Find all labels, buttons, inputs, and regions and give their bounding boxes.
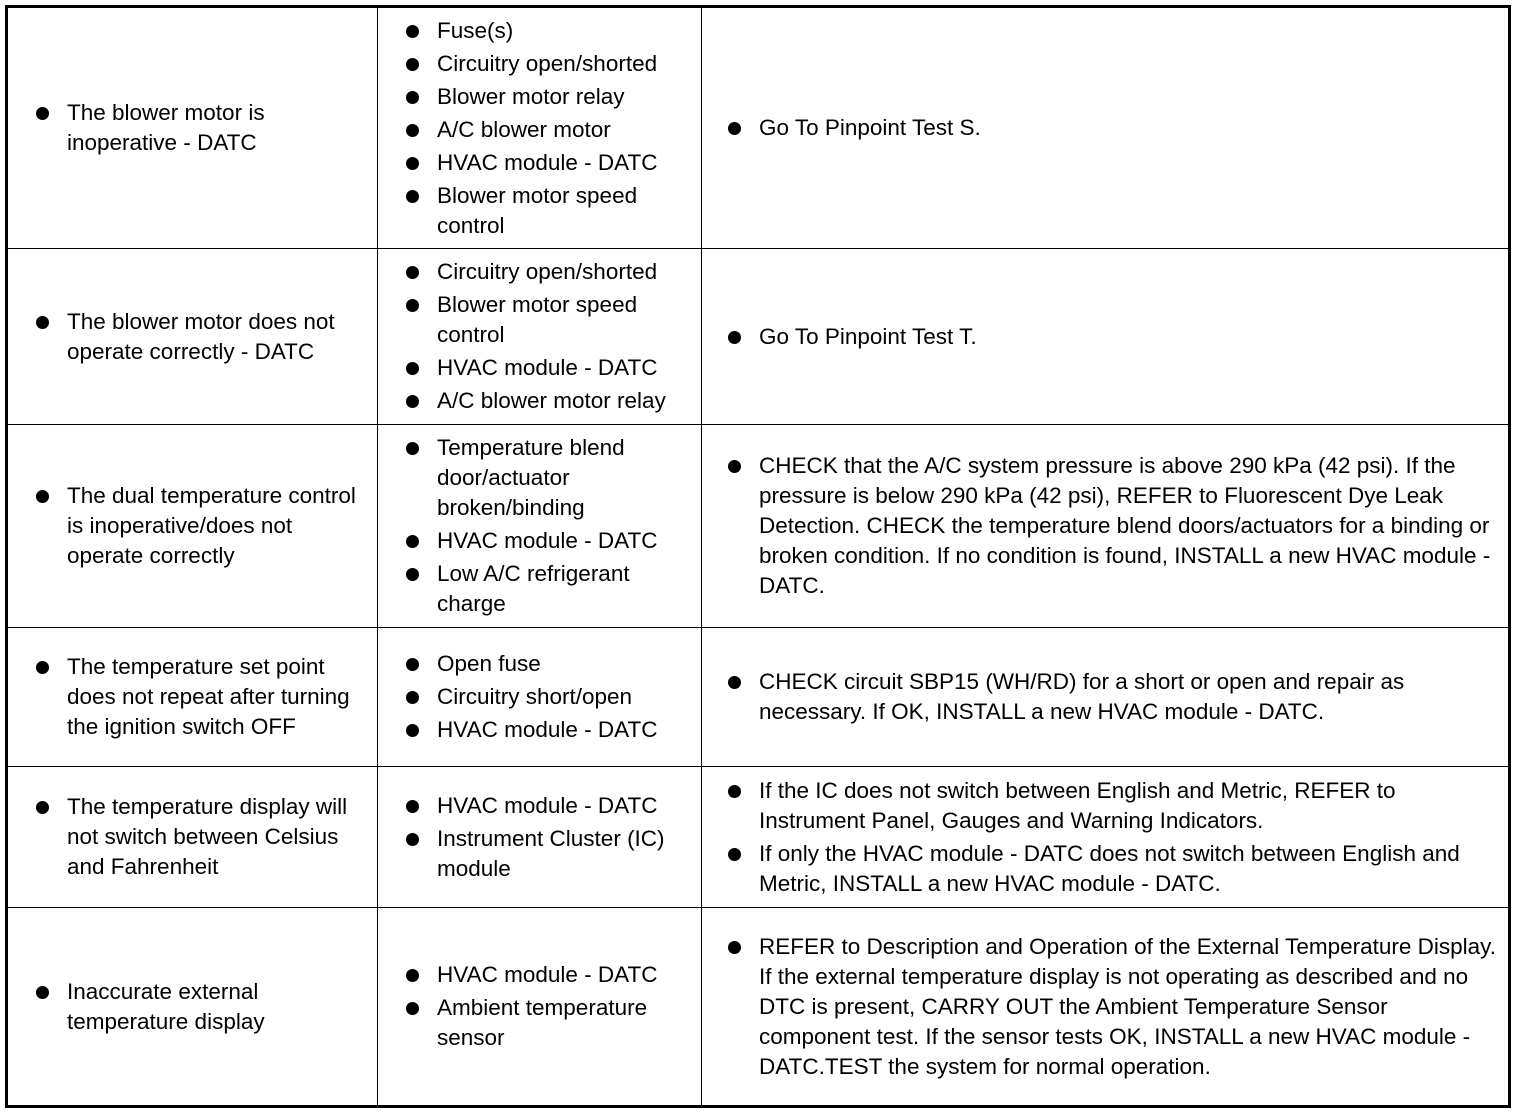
symptom-text: The dual temperature control is inoperative/does not operate correctly	[67, 483, 356, 568]
possible-source-text: HVAC module - DATC	[437, 355, 658, 380]
possible-source-text: Blower motor relay	[437, 83, 625, 109]
possible-source-item	[404, 148, 693, 178]
bullet-icon	[36, 316, 49, 329]
possible-source-text: HVAC module - DATC	[437, 149, 658, 175]
action-list	[702, 322, 1508, 352]
possible-source-item	[404, 386, 693, 416]
possible-source-text: HVAC module - DATC	[437, 962, 658, 987]
possible-source-cell	[378, 249, 702, 425]
possible-source-item	[404, 559, 693, 619]
action-cell	[702, 249, 1510, 425]
possible-source-list	[378, 16, 701, 241]
symptom-item	[34, 98, 367, 158]
action-item	[726, 667, 1498, 727]
possible-source-list	[378, 433, 701, 619]
possible-source-item	[404, 82, 693, 112]
possible-source-text: Circuitry open/shorted	[437, 50, 658, 76]
bullet-icon	[406, 58, 419, 71]
action-cell	[702, 767, 1510, 908]
possible-source-text: HVAC module - DATC	[437, 717, 658, 742]
possible-source-item	[404, 181, 693, 241]
possible-source-item	[404, 993, 693, 1053]
diagnosis-table	[5, 5, 1511, 1108]
symptom-text: The temperature display will not switch between Celsius and Fahrenheit	[67, 794, 348, 879]
table-row	[7, 628, 1510, 767]
bullet-icon	[406, 535, 419, 548]
action-cell	[702, 908, 1510, 1107]
bullet-icon	[406, 969, 419, 982]
action-text: Go To Pinpoint Test S.	[759, 115, 981, 140]
possible-source-cell	[378, 425, 702, 628]
possible-source-cell	[378, 7, 702, 249]
action-text: CHECK that the A/C system pressure is above 290 kPa (42 psi). If the pressure is below 290 kPa (42 psi), REFER to Fluorescent Dye Leak Detection. CHECK the temperature blend doors/actuators for a binding or broken condition. If no condition is found, INSTALL a new HVAC module - DATC.	[759, 453, 1491, 598]
bullet-icon	[406, 190, 419, 203]
bullet-icon	[406, 442, 419, 455]
bullet-icon	[36, 490, 49, 503]
possible-source-text: Circuitry short/open	[437, 684, 633, 709]
bullet-icon	[406, 25, 419, 38]
table-row	[7, 908, 1510, 1107]
symptom-cell	[7, 7, 378, 249]
table-row	[7, 7, 1510, 249]
bullet-icon	[406, 1002, 419, 1015]
symptom-text: The blower motor does not operate correctly - DATC	[67, 308, 335, 364]
bullet-icon	[728, 785, 741, 798]
symptom-text: The temperature set point does not repeat after turning the ignition switch OFF	[67, 654, 350, 739]
action-list	[702, 932, 1508, 1082]
bullet-icon	[406, 691, 419, 704]
possible-source-cell	[378, 767, 702, 908]
possible-source-text: Low A/C refrigerant charge	[437, 561, 630, 616]
possible-source-list	[378, 960, 701, 1053]
bullet-icon	[406, 124, 419, 137]
possible-source-item	[404, 257, 693, 287]
possible-source-item	[404, 16, 693, 46]
symptom-cell	[7, 425, 378, 628]
action-item	[726, 113, 1498, 143]
symptom-cell	[7, 628, 378, 767]
possible-source-text: A/C blower motor	[437, 116, 611, 142]
bullet-icon	[728, 331, 741, 344]
possible-source-item	[404, 115, 693, 145]
symptom-list	[8, 652, 377, 742]
possible-source-item	[404, 49, 693, 79]
symptom-item	[34, 652, 367, 742]
symptom-text: The blower motor is inoperative - DATC	[67, 100, 265, 155]
bullet-icon	[406, 362, 419, 375]
action-cell	[702, 628, 1510, 767]
possible-source-text: HVAC module - DATC	[437, 528, 658, 553]
action-text: Go To Pinpoint Test T.	[759, 323, 977, 349]
bullet-icon	[406, 833, 419, 846]
bullet-icon	[406, 91, 419, 104]
diagnosis-table-body	[7, 7, 1510, 1107]
possible-source-text: Blower motor speed control	[437, 182, 638, 238]
possible-source-list	[378, 791, 701, 884]
possible-source-item	[404, 682, 693, 712]
action-cell	[702, 425, 1510, 628]
symptom-list	[8, 98, 377, 158]
bullet-icon	[36, 661, 49, 674]
action-list	[702, 451, 1508, 601]
action-cell	[702, 7, 1510, 249]
possible-source-item	[404, 353, 693, 383]
bullet-icon	[406, 568, 419, 581]
bullet-icon	[728, 941, 741, 954]
bullet-icon	[728, 460, 741, 473]
action-item	[726, 451, 1498, 601]
action-text: If the IC does not switch between English and Metric, REFER to Instrument Panel, Gauges and Warning Indicators.	[759, 777, 1396, 833]
action-list	[702, 113, 1508, 143]
symptom-item	[34, 977, 367, 1037]
possible-source-item	[404, 649, 693, 679]
symptom-cell	[7, 767, 378, 908]
bullet-icon	[406, 800, 419, 813]
bullet-icon	[406, 299, 419, 312]
action-text: If only the HVAC module - DATC does not switch between English and Metric, INSTALL a new HVAC module - DATC.	[759, 840, 1460, 896]
bullet-icon	[406, 395, 419, 408]
action-item	[726, 322, 1498, 352]
symptom-item	[34, 792, 367, 882]
possible-source-text: Circuitry open/shorted	[437, 259, 658, 284]
bullet-icon	[36, 107, 49, 120]
action-list	[702, 667, 1508, 727]
symptom-item	[34, 307, 367, 367]
bullet-icon	[406, 658, 419, 671]
possible-source-item	[404, 791, 693, 821]
possible-source-text: Open fuse	[437, 651, 541, 676]
possible-source-cell	[378, 908, 702, 1107]
action-text: REFER to Description and Operation of the External Temperature Display. If the external temperature display is not operating as described and no DTC is present, CARRY OUT the Ambient Temperature Sensor component test. If the sensor tests OK, INSTALL a new HVAC module - DATC.TEST the system for normal operation.	[759, 933, 1497, 1079]
symptom-cell	[7, 249, 378, 425]
bullet-icon	[406, 266, 419, 279]
possible-source-text: HVAC module - DATC	[437, 792, 658, 818]
possible-source-cell	[378, 628, 702, 767]
possible-source-text: Temperature blend door/actuator broken/binding	[437, 435, 625, 520]
symptom-list	[8, 792, 377, 882]
possible-source-text: Fuse(s)	[437, 17, 514, 43]
action-item	[726, 932, 1498, 1082]
possible-source-text: Blower motor speed control	[437, 292, 638, 347]
table-row	[7, 425, 1510, 628]
action-item	[726, 839, 1498, 899]
symptom-list	[8, 307, 377, 367]
bullet-icon	[36, 986, 49, 999]
action-item	[726, 776, 1498, 836]
possible-source-item	[404, 290, 693, 350]
possible-source-item	[404, 824, 693, 884]
bullet-icon	[406, 157, 419, 170]
bullet-icon	[36, 801, 49, 814]
possible-source-text: A/C blower motor relay	[437, 388, 666, 413]
possible-source-text: Instrument Cluster (IC) module	[437, 825, 665, 881]
possible-source-item	[404, 960, 693, 990]
table-row	[7, 249, 1510, 425]
symptom-list	[8, 481, 377, 571]
bullet-icon	[728, 848, 741, 861]
possible-source-item	[404, 433, 693, 523]
action-text: CHECK circuit SBP15 (WH/RD) for a short or open and repair as necessary. If OK, INSTALL a new HVAC module - DATC.	[759, 669, 1405, 724]
possible-source-text: Ambient temperature sensor	[437, 995, 648, 1050]
bullet-icon	[406, 724, 419, 737]
symptom-cell	[7, 908, 378, 1107]
possible-source-item	[404, 526, 693, 556]
symptom-list	[8, 977, 377, 1037]
action-list	[702, 776, 1508, 899]
symptom-item	[34, 481, 367, 571]
bullet-icon	[728, 122, 741, 135]
possible-source-list	[378, 257, 701, 416]
bullet-icon	[728, 676, 741, 689]
possible-source-item	[404, 715, 693, 745]
possible-source-list	[378, 649, 701, 745]
symptom-text: Inaccurate external temperature display	[67, 978, 265, 1034]
table-row	[7, 767, 1510, 908]
